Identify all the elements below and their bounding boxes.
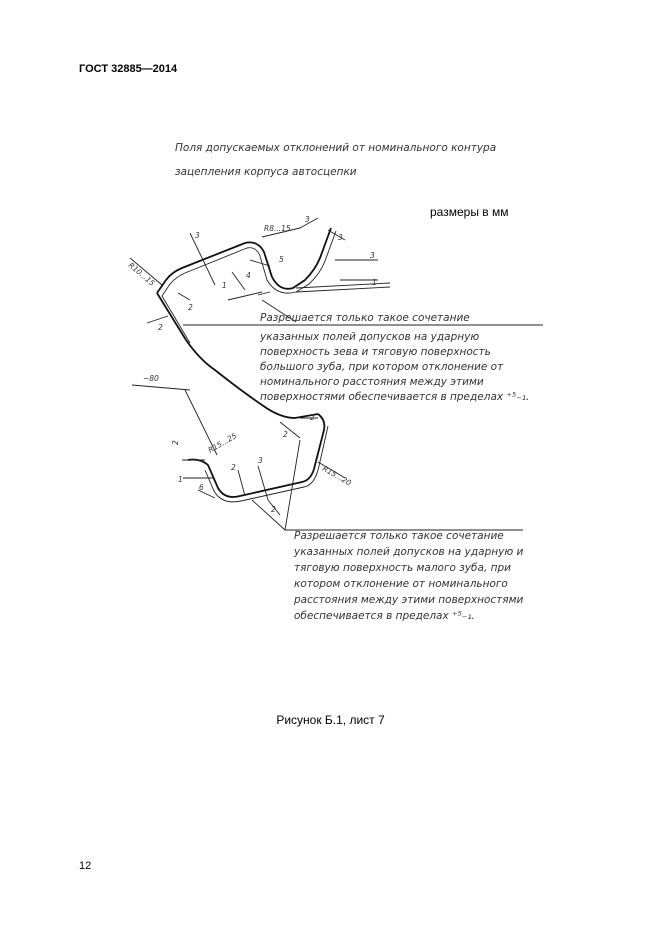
note-1 [259,312,529,403]
note-2 [293,530,524,622]
dim-approx80: ~80 [143,374,159,383]
dim-2-upper-a: 2 [188,303,193,312]
svg-text:котором отклонение от номиналь: котором отклонение от номинального [294,578,508,590]
svg-text:номинального расстояния между: номинального расстояния между этими [260,376,484,388]
dim-2-lower-right-a: 2 [283,430,288,439]
svg-text:поверхность зева и тяговую пов: поверхность зева и тяговую поверхность [260,346,491,358]
units-label: размеры в мм [430,205,509,219]
upper-contour-offset [162,231,336,296]
dim-r15-25: R15...25 [206,431,239,455]
dim-2-lower-mid: 2 [231,463,236,472]
svg-text:поверхностями обеспечивается в: поверхностями обеспечивается в пределах ⁺⁵₋₁. [260,391,530,403]
dim-1-top: 1 [222,281,227,290]
dim-r15-20: R15...20 [321,463,353,488]
dim-1-right: 1 [372,278,377,287]
svg-text:указанных полей допусков на уд: указанных полей допусков на ударную и [294,546,524,558]
svg-text:обеспечивается в пределах ⁺⁵₋₁: обеспечивается в пределах ⁺⁵₋₁. [294,610,475,622]
dim-3-lower: 3 [258,456,263,465]
drawing-title-line1: Поля допускаемых отклонений от номинального контура [175,142,497,154]
svg-text:Разрешается только такое сочет: Разрешается только такое сочетание [294,530,504,542]
svg-text:большого зуба, при котором отк: большого зуба, при котором отклонение от [260,361,504,373]
svg-text:указанных полей допусков на уд: указанных полей допусков на ударную [260,331,480,343]
dim-r10-15: R10...15 [126,260,157,288]
upper-contour [157,228,331,293]
dim-r8-15: R8...15 [264,224,291,233]
dim-4-upper: 4 [246,271,251,280]
left-flank-offset [162,296,190,343]
lower-contour [188,414,324,497]
dim-3-top-far: 3 [338,233,343,242]
dim-2-lower-bottom: 2 [271,505,276,514]
svg-text:расстояния между этими поверхн: расстояния между этими поверхностями [294,594,524,606]
svg-text:Разрешается только такое сочет: Разрешается только такое сочетание [260,312,470,324]
drawing-title-line2: зацепления корпуса автосцепки [175,166,357,178]
dim-2-upper-b: 2 [158,323,163,332]
dim-3-top-left: 3 [195,231,200,240]
dim-3-top-right: 3 [305,215,310,224]
standard-header: ГОСТ 32885—2014 [79,63,178,75]
dim-2-lower-right-b: 2 [310,413,315,422]
dim-2-lower-left: 2 [171,440,180,445]
dim-5-upper: 5 [279,255,284,264]
dim-3-right: 3 [370,251,375,260]
figure-caption: Рисунок Б.1, лист 7 [276,713,385,727]
dim-1-lower: 1 [178,475,183,484]
svg-text:тяговую поверхность малого зуб: тяговую поверхность малого зуба, при [294,562,511,574]
page-number: 12 [79,860,92,872]
dim-6-lower: 6 [199,483,204,492]
